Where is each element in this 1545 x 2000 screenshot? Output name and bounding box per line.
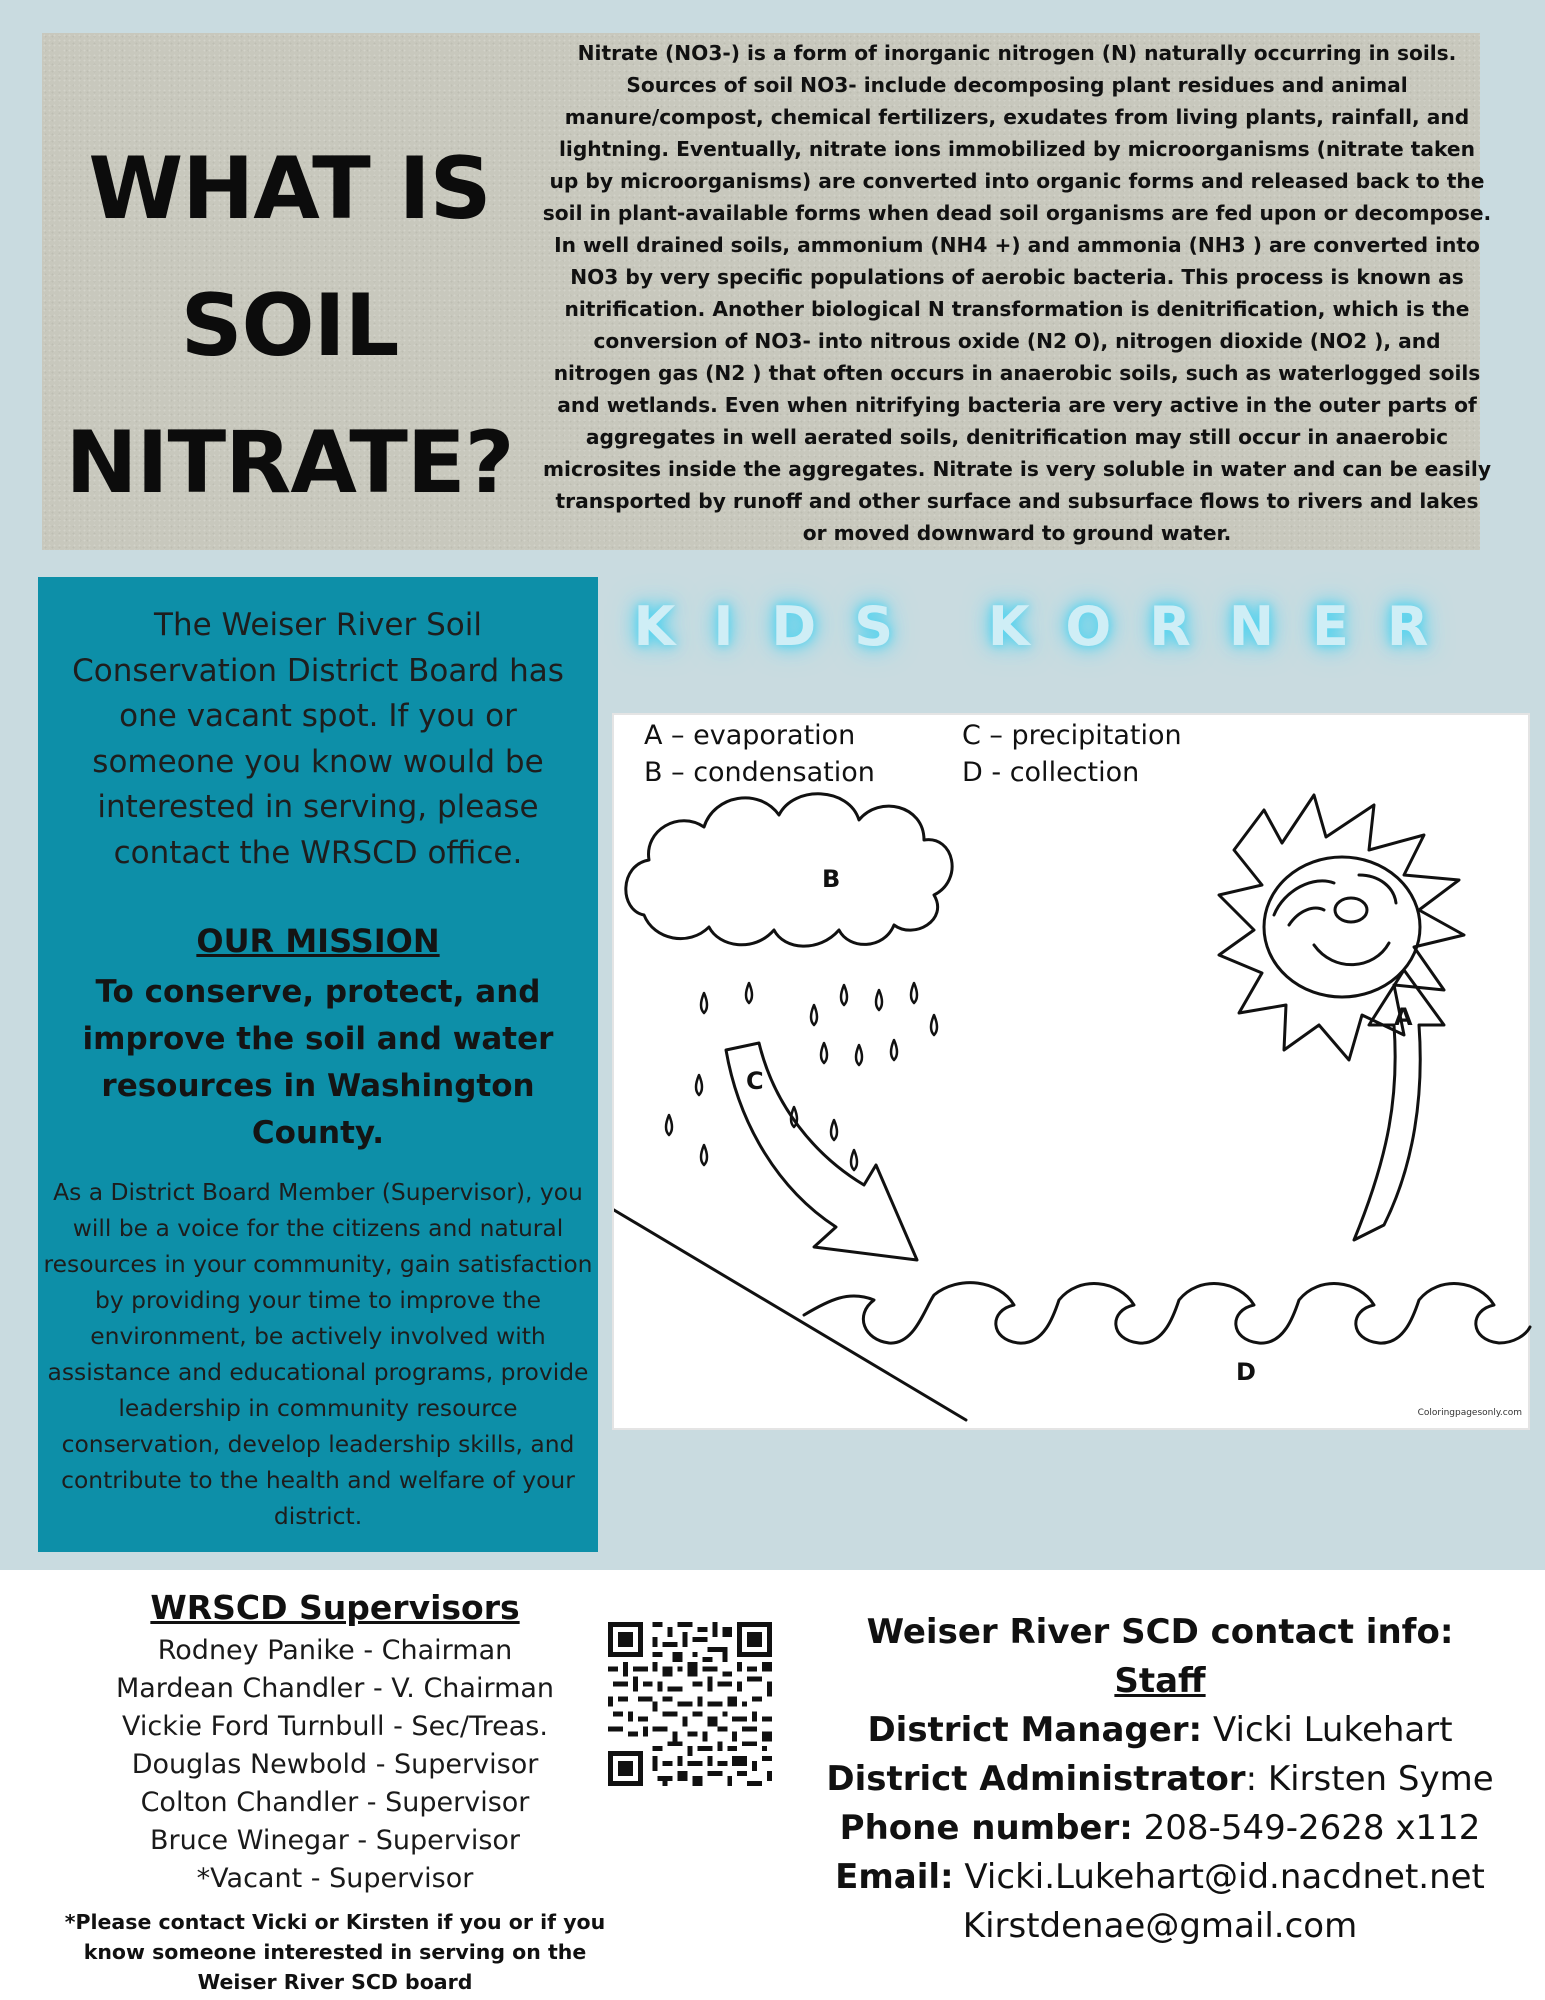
email-value[interactable]: Vicki.Lukehart@id.nacdnet.net — [953, 1857, 1485, 1897]
what-is-soil-nitrate-panel — [42, 33, 1492, 550]
district-manager-label: District Manager: — [867, 1710, 1203, 1750]
water-waves — [804, 1283, 1530, 1343]
email-label: Email: — [835, 1857, 954, 1897]
district-manager-value: Vicki Lukehart — [1202, 1710, 1453, 1750]
supervisors-list — [60, 1632, 610, 1898]
phone-label: Phone number: — [839, 1808, 1133, 1848]
legend-condensation: B – condensation — [644, 757, 875, 788]
phone-line — [810, 1804, 1510, 1853]
page-title — [42, 121, 537, 532]
label-b: B — [822, 865, 841, 893]
contact-heading: Weiser River SCD contact info: — [866, 1612, 1454, 1652]
label-c: C — [746, 1067, 764, 1095]
mission-heading: OUR MISSION — [196, 922, 440, 960]
district-admin-line — [810, 1755, 1510, 1804]
ground-slope — [614, 1210, 966, 1420]
title-line-1: WHAT IS — [88, 139, 491, 239]
supervisor-item: *Vacant - Supervisor — [196, 1863, 474, 1894]
label-a: A — [1394, 1003, 1413, 1031]
legend-evaporation: A – evaporation — [644, 720, 856, 751]
email-secondary[interactable]: Kirstdenae@gmail.com — [962, 1906, 1358, 1946]
title-line-2: SOIL — [180, 276, 399, 376]
supervisor-item: Douglas Newbold - Supervisor — [131, 1749, 539, 1780]
supervisor-item: Vickie Ford Turnbull - Sec/Treas. — [122, 1711, 548, 1742]
district-admin-label: District Administrator — [826, 1759, 1246, 1799]
phone-value[interactable]: 208-549-2628 x112 — [1132, 1808, 1481, 1848]
legend-right — [962, 717, 1182, 791]
kids-korner-title: KIDS KORNER — [633, 595, 1467, 658]
district-manager-line — [810, 1706, 1510, 1755]
board-member-description: As a District Board Member (Supervisor), you will be a voice for the citizens and natural resources in your community, gain satisfaction by providing your time to improve the environment, be actively involved with assistance and educational programs, provide leadership in community resource conservation, develop leadership skills, and contribute to the health and welfare of your district. — [43, 1178, 593, 1530]
qr-code[interactable] — [608, 1622, 772, 1786]
email-line — [810, 1853, 1510, 1902]
legend-left — [644, 717, 875, 791]
staff-heading: Staff — [1114, 1661, 1206, 1701]
supervisors-heading: WRSCD Supervisors — [150, 1588, 520, 1627]
legend-collection: D - collection — [962, 757, 1140, 788]
footer-section — [0, 1570, 1545, 2000]
nitrate-description: Nitrate (NO3-) is a form of inorganic nitrogen (N) naturally occurring in soils. Sources of soil NO3- include decomposing plant residues and animal manure/compost, chemical fertilizers, exudates from living plants, rainfall, and lightning. Eventually, nitrate ions immobilized by microorganisms (nitrate taken up by microorganisms) are converted into organic forms and released back to the soil in plant-available forms when dead soil organisms are fed upon or decompose. In well drained soils, ammonium (NH4 +) and ammonia (NH3 ) are converted into NO3 by very specific populations of aerobic bacteria. This process is known as nitrification. Another biological N transformation is denitrification, which is the conversion of NO3- into nitrous oxide (N2 O), nitrogen dioxide (NO2 ), and nitrogen gas (N2 ) that often occurs in anaerobic soils, such as waterlogged soils and wetlands. Even when nitrifying bacteria are very active in the outer parts of aggregates in well aerated soils, denitrification may still occur in anaerobic microsites inside the aggregates. Nitrate is very soluble in water and can be easily transported by runoff and other surface and subsurface flows to rivers and lakes or moved downward to ground water. — [542, 41, 1492, 545]
title-line-3: NITRATE? — [65, 413, 514, 513]
label-d: D — [1236, 1358, 1256, 1386]
district-admin-value: : Kirsten Syme — [1245, 1759, 1494, 1799]
supervisor-item: Rodney Panike - Chairman — [157, 1635, 513, 1666]
supervisor-item: Colton Chandler - Supervisor — [140, 1787, 530, 1818]
mission-statement: To conserve, protect, and improve the soil and water resources in Washington County. — [82, 974, 554, 1151]
raindrops — [666, 983, 937, 1170]
supervisor-item: Mardean Chandler - V. Chairman — [115, 1673, 555, 1704]
board-info-panel — [38, 577, 598, 1552]
legend-precipitation: C – precipitation — [962, 720, 1182, 751]
image-credit: Coloringpagesonly.com — [1417, 1408, 1522, 1418]
water-cycle-coloring-page — [612, 713, 1530, 1430]
sun-shape — [1219, 795, 1464, 1060]
supervisor-item: Bruce Winegar - Supervisor — [149, 1825, 521, 1856]
board-vacancy-text: The Weiser River Soil Conservation District Board has one vacant spot. If you or someone you know would be interested in serving, please contact the WRSCD office. — [72, 607, 564, 871]
cloud-shape — [626, 794, 952, 946]
supervisors-note: *Please contact Vicki or Kirsten if you or if you know someone interested in serving on the Weiser River SCD board — [64, 1910, 606, 1994]
contact-info — [810, 1608, 1510, 1951]
